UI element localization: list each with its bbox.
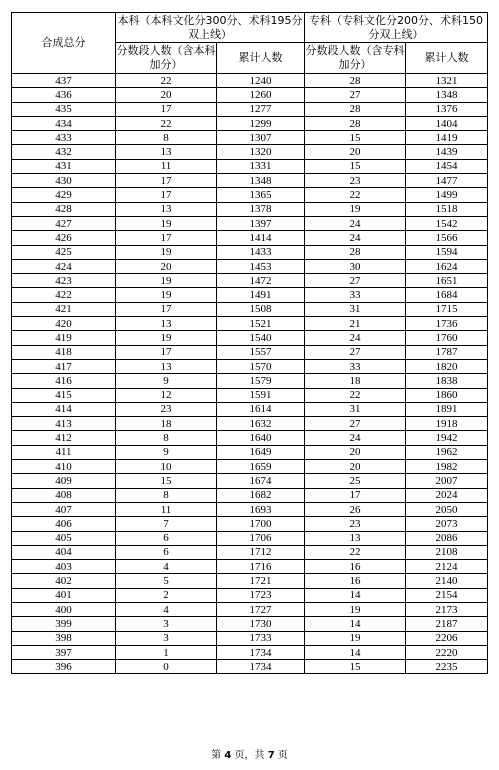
- undergrad-cumulative-cell: 1700: [217, 517, 305, 531]
- junior-segment-count-cell: 31: [305, 402, 406, 416]
- table-row: [12, 74, 488, 88]
- table-row: [12, 460, 488, 474]
- junior-cumulative-cell: 1404: [406, 116, 488, 130]
- table-header: [12, 13, 488, 74]
- total-score-cell: 436: [12, 88, 116, 102]
- junior-segment-count-cell: 24: [305, 331, 406, 345]
- junior-segment-count-cell: 19: [305, 202, 406, 216]
- undergrad-segment-count-cell: 12: [116, 388, 217, 402]
- undergrad-cumulative-cell: 1723: [217, 588, 305, 602]
- undergrad-segment-count-cell: 22: [116, 116, 217, 130]
- junior-segment-count-cell: 27: [305, 274, 406, 288]
- undergrad-segment-count-cell: 17: [116, 188, 217, 202]
- undergrad-cumulative-cell: 1414: [217, 231, 305, 245]
- table-row: [12, 317, 488, 331]
- junior-cumulative-cell: 1419: [406, 131, 488, 145]
- junior-segment-count-cell: 16: [305, 574, 406, 588]
- undergrad-cumulative-cell: 1307: [217, 131, 305, 145]
- undergrad-cumulative-cell: 1693: [217, 502, 305, 516]
- table-row: [12, 645, 488, 659]
- junior-cumulative-cell: 1321: [406, 74, 488, 88]
- table-row: [12, 288, 488, 302]
- total-score-cell: 422: [12, 288, 116, 302]
- undergrad-cumulative-cell: 1734: [217, 660, 305, 674]
- table-row: [12, 88, 488, 102]
- undergrad-segment-count-cell: 17: [116, 174, 217, 188]
- junior-segment-count-cell: 15: [305, 131, 406, 145]
- undergrad-cumulative-cell: 1721: [217, 574, 305, 588]
- junior-cumulative-cell: 1736: [406, 317, 488, 331]
- undergrad-segment-count-cell: 3: [116, 631, 217, 645]
- undergrad-cumulative-cell: 1614: [217, 402, 305, 416]
- total-score-cell: 437: [12, 74, 116, 88]
- undergrad-segment-count-header: 分数段人数（含本科加分）: [116, 43, 217, 74]
- undergrad-segment-count-cell: 6: [116, 531, 217, 545]
- undergrad-cumulative-cell: 1365: [217, 188, 305, 202]
- undergrad-segment-count-cell: 4: [116, 602, 217, 616]
- total-score-cell: 421: [12, 302, 116, 316]
- undergrad-cumulative-cell: 1320: [217, 145, 305, 159]
- undergrad-segment-count-cell: 7: [116, 517, 217, 531]
- junior-segment-count-cell: 27: [305, 345, 406, 359]
- table-row: [12, 259, 488, 273]
- total-score-cell: 432: [12, 145, 116, 159]
- junior-cumulative-cell: 2220: [406, 645, 488, 659]
- undergrad-segment-count-cell: 19: [116, 216, 217, 230]
- junior-cumulative-cell: 2124: [406, 560, 488, 574]
- undergrad-segment-count-cell: 19: [116, 331, 217, 345]
- table-row: [12, 188, 488, 202]
- undergrad-cumulative-cell: 1579: [217, 374, 305, 388]
- undergrad-segment-count-cell: 13: [116, 145, 217, 159]
- total-score-cell: 412: [12, 431, 116, 445]
- undergrad-segment-count-cell: 13: [116, 202, 217, 216]
- total-score-cell: 417: [12, 359, 116, 373]
- undergrad-segment-count-cell: 8: [116, 131, 217, 145]
- undergrad-cumulative-cell: 1472: [217, 274, 305, 288]
- undergrad-segment-count-cell: 9: [116, 445, 217, 459]
- undergrad-segment-count-cell: 11: [116, 502, 217, 516]
- junior-cumulative-cell: 1454: [406, 159, 488, 173]
- undergrad-cumulative-cell: 1397: [217, 216, 305, 230]
- junior-cumulative-cell: 1348: [406, 88, 488, 102]
- table-row: [12, 116, 488, 130]
- footer-middle: 页，共: [234, 750, 265, 761]
- junior-segment-count-cell: 28: [305, 102, 406, 116]
- table-row: [12, 216, 488, 230]
- undergrad-cumulative-cell: 1433: [217, 245, 305, 259]
- undergrad-cumulative-cell: 1453: [217, 259, 305, 273]
- total-score-cell: 397: [12, 645, 116, 659]
- junior-segment-count-cell: 24: [305, 231, 406, 245]
- table-row: [12, 602, 488, 616]
- undergrad-segment-count-cell: 15: [116, 474, 217, 488]
- junior-segment-count-cell: 16: [305, 560, 406, 574]
- junior-segment-count-cell: 28: [305, 74, 406, 88]
- table-row: [12, 660, 488, 674]
- table-row: [12, 431, 488, 445]
- total-score-cell: 415: [12, 388, 116, 402]
- total-score-header: 合成总分: [12, 13, 116, 74]
- undergrad-cumulative-cell: 1682: [217, 488, 305, 502]
- junior-cumulative-cell: 2154: [406, 588, 488, 602]
- table-row: [12, 617, 488, 631]
- junior-cumulative-cell: 2073: [406, 517, 488, 531]
- undergrad-segment-count-cell: 17: [116, 302, 217, 316]
- total-score-cell: 427: [12, 216, 116, 230]
- junior-segment-count-cell: 19: [305, 602, 406, 616]
- table-row: [12, 202, 488, 216]
- undergrad-cumulative-cell: 1570: [217, 359, 305, 373]
- undergrad-cumulative-cell: 1734: [217, 645, 305, 659]
- undergrad-cumulative-header: 累计人数: [217, 43, 305, 74]
- undergrad-cumulative-cell: 1491: [217, 288, 305, 302]
- total-score-cell: 400: [12, 602, 116, 616]
- table-row: [12, 502, 488, 516]
- undergrad-cumulative-cell: 1260: [217, 88, 305, 102]
- total-pages-number: 7: [267, 750, 275, 761]
- junior-cumulative-cell: 2235: [406, 660, 488, 674]
- total-score-cell: 416: [12, 374, 116, 388]
- junior-cumulative-cell: 1760: [406, 331, 488, 345]
- undergrad-segment-count-cell: 5: [116, 574, 217, 588]
- table-row: [12, 517, 488, 531]
- junior-segment-count-cell: 24: [305, 431, 406, 445]
- junior-cumulative-cell: 1594: [406, 245, 488, 259]
- table-row: [12, 374, 488, 388]
- junior-segment-count-cell: 28: [305, 116, 406, 130]
- total-score-cell: 406: [12, 517, 116, 531]
- undergrad-cumulative-cell: 1674: [217, 474, 305, 488]
- undergrad-segment-count-cell: 18: [116, 417, 217, 431]
- footer-prefix: 第: [211, 750, 222, 761]
- junior-cumulative-cell: 2140: [406, 574, 488, 588]
- junior-cumulative-cell: 1499: [406, 188, 488, 202]
- junior-cumulative-cell: 2007: [406, 474, 488, 488]
- table-row: [12, 402, 488, 416]
- table-row: [12, 345, 488, 359]
- total-score-cell: 414: [12, 402, 116, 416]
- junior-college-header: 专科（专科文化分200分、术科150分双上线）: [305, 13, 488, 43]
- junior-cumulative-cell: 2173: [406, 602, 488, 616]
- table-row: [12, 445, 488, 459]
- undergrad-segment-count-cell: 9: [116, 374, 217, 388]
- undergrad-cumulative-cell: 1348: [217, 174, 305, 188]
- junior-cumulative-cell: 1715: [406, 302, 488, 316]
- junior-cumulative-cell: 1684: [406, 288, 488, 302]
- junior-cumulative-cell: 2108: [406, 545, 488, 559]
- footer-suffix: 页: [277, 750, 288, 761]
- junior-cumulative-cell: 2050: [406, 502, 488, 516]
- table-row: [12, 574, 488, 588]
- junior-cumulative-cell: 1820: [406, 359, 488, 373]
- junior-segment-count-cell: 14: [305, 588, 406, 602]
- table-row: [12, 302, 488, 316]
- undergrad-cumulative-cell: 1508: [217, 302, 305, 316]
- table-row: [12, 245, 488, 259]
- junior-segment-count-cell: 22: [305, 545, 406, 559]
- junior-cumulative-cell: 1518: [406, 202, 488, 216]
- total-score-cell: 430: [12, 174, 116, 188]
- undergrad-cumulative-cell: 1277: [217, 102, 305, 116]
- undergrad-segment-count-cell: 2: [116, 588, 217, 602]
- undergrad-segment-count-cell: 1: [116, 645, 217, 659]
- junior-cumulative-cell: 1962: [406, 445, 488, 459]
- undergrad-cumulative-cell: 1640: [217, 431, 305, 445]
- table-row: [12, 274, 488, 288]
- junior-cumulative-cell: 1376: [406, 102, 488, 116]
- junior-segment-count-cell: 25: [305, 474, 406, 488]
- undergrad-cumulative-cell: 1557: [217, 345, 305, 359]
- table-row: [12, 560, 488, 574]
- junior-segment-count-cell: 14: [305, 617, 406, 631]
- undergrad-segment-count-cell: 3: [116, 617, 217, 631]
- score-distribution-table: [11, 12, 488, 674]
- table-row: [12, 631, 488, 645]
- undergrad-cumulative-cell: 1659: [217, 460, 305, 474]
- table-row: [12, 417, 488, 431]
- total-score-cell: 404: [12, 545, 116, 559]
- undergrad-cumulative-cell: 1378: [217, 202, 305, 216]
- undergrad-segment-count-cell: 17: [116, 345, 217, 359]
- undergrad-cumulative-cell: 1730: [217, 617, 305, 631]
- undergrad-cumulative-cell: 1649: [217, 445, 305, 459]
- junior-cumulative-cell: 2086: [406, 531, 488, 545]
- junior-segment-count-cell: 20: [305, 145, 406, 159]
- junior-segment-count-cell: 27: [305, 88, 406, 102]
- undergrad-segment-count-cell: 23: [116, 402, 217, 416]
- table-row: [12, 174, 488, 188]
- junior-segment-count-cell: 17: [305, 488, 406, 502]
- table-row: [12, 231, 488, 245]
- undergrad-cumulative-cell: 1540: [217, 331, 305, 345]
- undergrad-cumulative-cell: 1706: [217, 531, 305, 545]
- undergrad-segment-count-cell: 13: [116, 359, 217, 373]
- table-row: [12, 159, 488, 173]
- junior-segment-count-cell: 26: [305, 502, 406, 516]
- junior-segment-count-cell: 28: [305, 245, 406, 259]
- junior-segment-count-header: 分数段人数（含专科加分）: [305, 43, 406, 74]
- total-score-cell: 401: [12, 588, 116, 602]
- table-row: [12, 388, 488, 402]
- junior-segment-count-cell: 23: [305, 174, 406, 188]
- undergrad-cumulative-cell: 1591: [217, 388, 305, 402]
- table-row: [12, 531, 488, 545]
- total-score-cell: 435: [12, 102, 116, 116]
- junior-segment-count-cell: 33: [305, 288, 406, 302]
- junior-segment-count-cell: 15: [305, 660, 406, 674]
- total-score-cell: 419: [12, 331, 116, 345]
- junior-cumulative-header: 累计人数: [406, 43, 488, 74]
- table-row: [12, 359, 488, 373]
- table-row: [12, 545, 488, 559]
- total-score-cell: 405: [12, 531, 116, 545]
- undergrad-cumulative-cell: 1240: [217, 74, 305, 88]
- total-score-cell: 426: [12, 231, 116, 245]
- junior-segment-count-cell: 22: [305, 388, 406, 402]
- junior-segment-count-cell: 14: [305, 645, 406, 659]
- junior-cumulative-cell: 1942: [406, 431, 488, 445]
- junior-segment-count-cell: 31: [305, 302, 406, 316]
- undergrad-segment-count-cell: 19: [116, 288, 217, 302]
- total-score-cell: 409: [12, 474, 116, 488]
- undergrad-segment-count-cell: 4: [116, 560, 217, 574]
- current-page-number: 4: [224, 750, 232, 761]
- junior-segment-count-cell: 33: [305, 359, 406, 373]
- total-score-cell: 420: [12, 317, 116, 331]
- junior-cumulative-cell: 1477: [406, 174, 488, 188]
- undergrad-segment-count-cell: 8: [116, 488, 217, 502]
- total-score-cell: 429: [12, 188, 116, 202]
- total-score-cell: 398: [12, 631, 116, 645]
- junior-cumulative-cell: 1787: [406, 345, 488, 359]
- junior-cumulative-cell: 1624: [406, 259, 488, 273]
- total-score-cell: 423: [12, 274, 116, 288]
- total-score-cell: 434: [12, 116, 116, 130]
- total-score-cell: 413: [12, 417, 116, 431]
- table-row: [12, 488, 488, 502]
- undergrad-segment-count-cell: 10: [116, 460, 217, 474]
- undergrad-segment-count-cell: 6: [116, 545, 217, 559]
- undergrad-segment-count-cell: 19: [116, 245, 217, 259]
- junior-cumulative-cell: 1566: [406, 231, 488, 245]
- table-row: [12, 331, 488, 345]
- table-row: [12, 145, 488, 159]
- total-score-cell: 433: [12, 131, 116, 145]
- junior-segment-count-cell: 20: [305, 460, 406, 474]
- junior-cumulative-cell: 1891: [406, 402, 488, 416]
- junior-segment-count-cell: 13: [305, 531, 406, 545]
- junior-cumulative-cell: 1982: [406, 460, 488, 474]
- junior-cumulative-cell: 1860: [406, 388, 488, 402]
- total-score-cell: 431: [12, 159, 116, 173]
- junior-cumulative-cell: 1838: [406, 374, 488, 388]
- undergrad-cumulative-cell: 1632: [217, 417, 305, 431]
- total-score-cell: 399: [12, 617, 116, 631]
- undergrad-cumulative-cell: 1727: [217, 602, 305, 616]
- table-row: [12, 474, 488, 488]
- table-row: [12, 102, 488, 116]
- junior-segment-count-cell: 22: [305, 188, 406, 202]
- junior-segment-count-cell: 27: [305, 417, 406, 431]
- undergrad-segment-count-cell: 11: [116, 159, 217, 173]
- junior-segment-count-cell: 30: [305, 259, 406, 273]
- total-score-cell: 411: [12, 445, 116, 459]
- undergrad-cumulative-cell: 1521: [217, 317, 305, 331]
- undergrad-cumulative-cell: 1712: [217, 545, 305, 559]
- total-score-cell: 425: [12, 245, 116, 259]
- junior-cumulative-cell: 2024: [406, 488, 488, 502]
- total-score-cell: 418: [12, 345, 116, 359]
- total-score-cell: 396: [12, 660, 116, 674]
- undergrad-segment-count-cell: 19: [116, 274, 217, 288]
- undergrad-segment-count-cell: 20: [116, 259, 217, 273]
- total-score-cell: 410: [12, 460, 116, 474]
- undergrad-cumulative-cell: 1733: [217, 631, 305, 645]
- junior-segment-count-cell: 23: [305, 517, 406, 531]
- junior-cumulative-cell: 1542: [406, 216, 488, 230]
- junior-cumulative-cell: 2206: [406, 631, 488, 645]
- junior-segment-count-cell: 18: [305, 374, 406, 388]
- table-row: [12, 588, 488, 602]
- undergrad-segment-count-cell: 8: [116, 431, 217, 445]
- header-row: [12, 13, 488, 43]
- undergrad-segment-count-cell: 13: [116, 317, 217, 331]
- total-score-cell: 402: [12, 574, 116, 588]
- junior-cumulative-cell: 1918: [406, 417, 488, 431]
- junior-segment-count-cell: 19: [305, 631, 406, 645]
- undergrad-header: 本科（本科文化分300分、术科195分双上线）: [117, 13, 303, 41]
- page-footer: [0, 746, 499, 761]
- junior-cumulative-cell: 1439: [406, 145, 488, 159]
- undergrad-segment-count-cell: 20: [116, 88, 217, 102]
- undergrad-segment-count-cell: 0: [116, 660, 217, 674]
- junior-segment-count-cell: 24: [305, 216, 406, 230]
- table-body: [12, 74, 488, 674]
- junior-segment-count-cell: 20: [305, 445, 406, 459]
- total-score-cell: 407: [12, 502, 116, 516]
- total-score-cell: 424: [12, 259, 116, 273]
- junior-cumulative-cell: 1651: [406, 274, 488, 288]
- undergrad-cumulative-cell: 1716: [217, 560, 305, 574]
- junior-segment-count-cell: 21: [305, 317, 406, 331]
- undergrad-segment-count-cell: 22: [116, 74, 217, 88]
- junior-segment-count-cell: 15: [305, 159, 406, 173]
- total-score-cell: 408: [12, 488, 116, 502]
- undergrad-cumulative-cell: 1299: [217, 116, 305, 130]
- undergrad-segment-count-cell: 17: [116, 102, 217, 116]
- undergrad-cumulative-cell: 1331: [217, 159, 305, 173]
- total-score-cell: 428: [12, 202, 116, 216]
- table-row: [12, 131, 488, 145]
- junior-cumulative-cell: 2187: [406, 617, 488, 631]
- total-score-cell: 403: [12, 560, 116, 574]
- undergrad-segment-count-cell: 17: [116, 231, 217, 245]
